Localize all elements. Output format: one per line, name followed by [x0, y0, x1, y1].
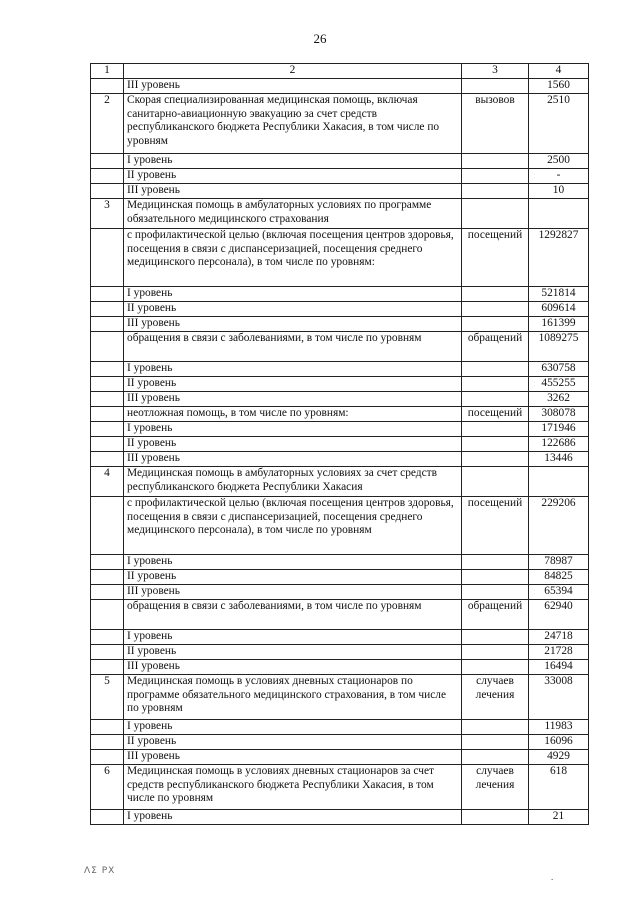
table-row [91, 422, 589, 437]
row-label: I уровень [124, 720, 462, 735]
row-unit: обращений [462, 332, 529, 362]
row-label: III уровень [124, 79, 462, 94]
row-label: Медицинская помощь в амбулаторных условиях по программе обязательного медицинского страхования [124, 199, 462, 229]
page-number: 26 [313, 31, 327, 46]
row-label: III уровень [124, 452, 462, 467]
row-value: 4929 [529, 750, 589, 765]
row-label: II уровень [124, 169, 462, 184]
table-row [91, 332, 589, 362]
table-row [91, 810, 589, 825]
table-row [91, 750, 589, 765]
table-row [91, 660, 589, 675]
row-value: 78987 [529, 555, 589, 570]
row-label: обращения в связи с заболеваниями, в том числе по уровням [124, 332, 462, 362]
row-label: II уровень [124, 735, 462, 750]
row-value: 2510 [529, 94, 589, 154]
table-row [91, 362, 589, 377]
row-label: III уровень [124, 750, 462, 765]
table-row [91, 720, 589, 735]
services-volume-table [90, 63, 589, 825]
row-label: Медицинская помощь в амбулаторных условиях за счет средств республиканского бюджета Республики Хакасия [124, 467, 462, 497]
table-row [91, 184, 589, 199]
table-row [91, 735, 589, 750]
row-value: 11983 [529, 720, 589, 735]
row-label: I уровень [124, 422, 462, 437]
row-value: 618 [529, 765, 589, 810]
row-unit: вызовов [462, 94, 529, 154]
table-row [91, 229, 589, 287]
table-row [91, 79, 589, 94]
row-value: 16494 [529, 660, 589, 675]
table-row [91, 154, 589, 169]
row-value: 33008 [529, 675, 589, 720]
row-value: 521814 [529, 287, 589, 302]
row-label: III уровень [124, 392, 462, 407]
row-label: I уровень [124, 287, 462, 302]
row-value: 21728 [529, 645, 589, 660]
row-value: 1292827 [529, 229, 589, 287]
row-unit: посещений [462, 229, 529, 287]
header-col-4: 4 [529, 64, 589, 79]
table-row [91, 317, 589, 332]
table-row [91, 497, 589, 555]
row-value: - [529, 169, 589, 184]
table-row [91, 645, 589, 660]
row-value: 21 [529, 810, 589, 825]
row-label: I уровень [124, 630, 462, 645]
row-label: II уровень [124, 645, 462, 660]
row-value: 13446 [529, 452, 589, 467]
table-row [91, 407, 589, 422]
row-label: Медицинская помощь в условиях дневных стационаров по программе обязательного медицинского страхования, в том числе по уровням [124, 675, 462, 720]
table-row [91, 765, 589, 810]
row-value: 1560 [529, 79, 589, 94]
row-number: 2 [91, 94, 124, 154]
table-row [91, 600, 589, 630]
row-label: I уровень [124, 362, 462, 377]
table-row [91, 570, 589, 585]
row-value: 229206 [529, 497, 589, 555]
row-value: 171946 [529, 422, 589, 437]
row-value: 630758 [529, 362, 589, 377]
row-label: III уровень [124, 317, 462, 332]
row-value: 24718 [529, 630, 589, 645]
row-label: I уровень [124, 154, 462, 169]
table-row [91, 377, 589, 392]
table-header-row [91, 64, 589, 79]
table-row [91, 199, 589, 229]
row-value: 65394 [529, 585, 589, 600]
row-label: I уровень [124, 555, 462, 570]
row-label: II уровень [124, 437, 462, 452]
row-number: 6 [91, 765, 124, 810]
row-label: III уровень [124, 585, 462, 600]
row-unit [462, 79, 529, 94]
row-label: II уровень [124, 377, 462, 392]
table-row [91, 630, 589, 645]
row-value: 2500 [529, 154, 589, 169]
header-col-2: 2 [124, 64, 462, 79]
table-row [91, 169, 589, 184]
table-row [91, 437, 589, 452]
row-unit: посещений [462, 497, 529, 555]
row-label: с профилактической целью (включая посещения центров здоровья, посещения в связи с диспансеризацией, посещения среднего медицинского персонала), в том числе по уровням: [124, 229, 462, 287]
row-label: III уровень [124, 660, 462, 675]
row-unit: обращений [462, 600, 529, 630]
row-number: 5 [91, 675, 124, 720]
row-label: Медицинская помощь в условиях дневных стационаров за счет средств республиканского бюджета Республики Хакасия, в том числе по уровням [124, 765, 462, 810]
row-label: Скорая специализированная медицинская помощь, включая санитарно-авиационную эвакуацию за счет средств республиканского бюджета Республики Хакасия, в том числе по уровням [124, 94, 462, 154]
footer-dot: . [551, 872, 554, 882]
row-unit: посещений [462, 407, 529, 422]
table-row [91, 555, 589, 570]
row-value: 455255 [529, 377, 589, 392]
row-value: 16096 [529, 735, 589, 750]
header-col-3: 3 [462, 64, 529, 79]
row-unit: случаев лечения [462, 675, 529, 720]
row-label: I уровень [124, 810, 462, 825]
table-row [91, 392, 589, 407]
row-value: 609614 [529, 302, 589, 317]
header-col-1: 1 [91, 64, 124, 79]
row-number [91, 79, 124, 94]
row-label: II уровень [124, 302, 462, 317]
row-number: 3 [91, 199, 124, 229]
table-row [91, 287, 589, 302]
row-label: неотложная помощь, в том числе по уровням: [124, 407, 462, 422]
table-row [91, 452, 589, 467]
row-value: 84825 [529, 570, 589, 585]
row-value: 1089275 [529, 332, 589, 362]
row-value: 161399 [529, 317, 589, 332]
row-label: с профилактической целью (включая посещения центров здоровья, посещения в связи с диспансеризацией, посещения среднего медицинского персонала), в том числе по уровням [124, 497, 462, 555]
row-value: 122686 [529, 437, 589, 452]
row-number: 4 [91, 467, 124, 497]
row-unit: случаев лечения [462, 765, 529, 810]
row-label: II уровень [124, 570, 462, 585]
row-value: 308078 [529, 407, 589, 422]
table-row [91, 467, 589, 497]
row-label: III уровень [124, 184, 462, 199]
table-row [91, 94, 589, 154]
row-label: обращения в связи с заболеваниями, в том числе по уровням [124, 600, 462, 630]
table-row [91, 675, 589, 720]
row-value: 10 [529, 184, 589, 199]
row-value: 3262 [529, 392, 589, 407]
table-row [91, 302, 589, 317]
table-row [91, 585, 589, 600]
row-value: 62940 [529, 600, 589, 630]
footer-mark: ΛΣ PX [84, 866, 116, 876]
